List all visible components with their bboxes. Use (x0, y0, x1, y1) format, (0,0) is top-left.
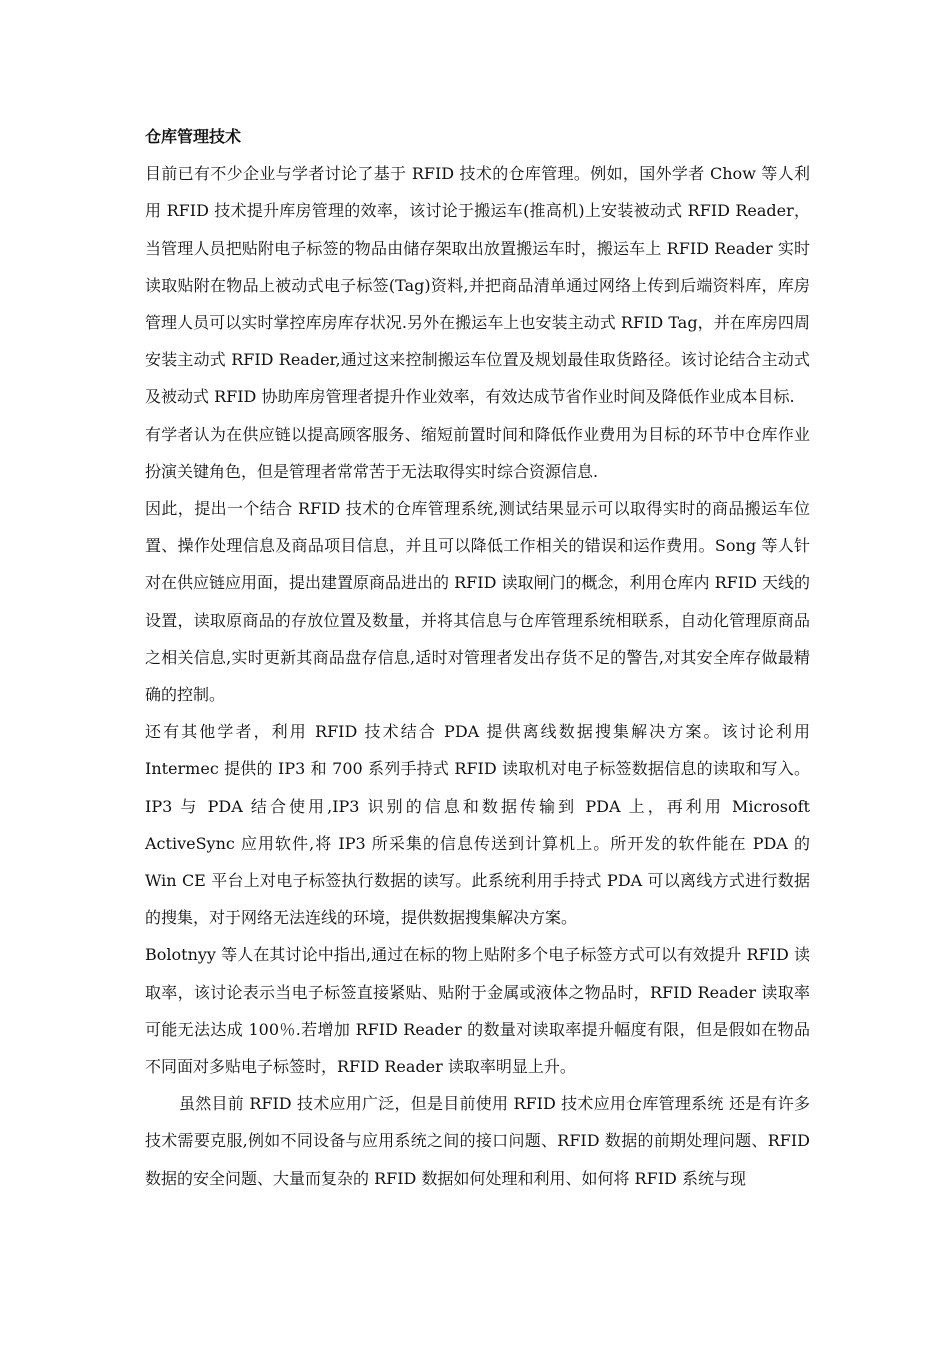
paragraph: 因此，提出一个结合 RFID 技术的仓库管理系统,测试结果显示可以取得实时的商品搬运车位置、操作处理信息及商品项目信息，并且可以降低工作相关的错误和运作费用。Song 等人针对在供应链应用面，提出建置原商品进出的 RFID 读取闸门的概念，利用仓库内 RFID 天线的设置，读取原商品的存放位置及数量，并将其信息与仓库管理系统相联系，自动化管理原商品之相关信息,实时更新其商品盘存信息,适时对管理者发出存货不足的警告,对其安全库存做最精确的控制。 (145, 499, 810, 705)
paragraph: 还有其他学者，利用 RFID 技术结合 PDA 提供离线数据搜集解决方案。该讨论利用 Intermec 提供的 IP3 和 700 系列手持式 RFID 读取机对电子标签数据信息的读取和写入。IP3 与 PDA 结合使用,IP3 识别的信息和数据传输到 PDA 上，再利用 Microsoft ActiveSync 应用软件,将 IP3 所采集的信息传送到计算机上。所开发的软件能在 PDA 的 Win CE 平台上对电子标签执行数据的读写。此系统利用手持式 PDA 可以离线方式进行数据的搜集，对于网络无法连线的环境，提供数据搜集解决方案。 (145, 722, 810, 928)
document-body (145, 118, 810, 1197)
paragraph: 有学者认为在供应链以提高顾客服务、缩短前置时间和降低作业费用为目标的环节中仓库作业扮演关键角色，但是管理者常常苦于无法取得实时综合资源信息. (145, 424, 810, 481)
paragraph: 虽然目前 RFID 技术应用广泛，但是目前使用 RFID 技术应用仓库管理系统 还是有许多技术需要克服,例如不同设备与应用系统之间的接口问题、RFID 数据的前期处理问题、RFID 数据的安全问题、大量而复杂的 RFID 数据如何处理和利用、如何将 RFID 系统与现 (145, 1094, 810, 1188)
paragraph: Bolotnyy 等人在其讨论中指出,通过在标的物上贴附多个电子标签方式可以有效提升 RFID 读取率，该讨论表示当电子标签直接紧贴、贴附于金属或液体之物品时，RFID Reader 读取率可能无法达成 100％.若增加 RFID Reader 的数量对读取率提升幅度有限，但是假如在物品不同面对多贴电子标签时，RFID Reader 读取率明显上升。 (145, 945, 810, 1077)
paragraph: 目前已有不少企业与学者讨论了基于 RFID 技术的仓库管理。例如，国外学者 Chow 等人利用 RFID 技术提升库房管理的效率，该讨论于搬运车(推高机)上安装被动式 RFID Reader，当管理人员把贴附电子标签的物品由储存架取出放置搬运车时，搬运车上 RFID Reader 实时读取贴附在物品上被动式电子标签(Tag)资料,并把商品清单通过网络上传到后端资料库，库房管理人员可以实时掌控库房库存状况.另外在搬运车上也安装主动式 RFID Tag，并在库房四周安装主动式 RFID Reader,通过这来控制搬运车位置及规划最佳取货路径。该讨论结合主动式及被动式 RFID 协助库房管理者提升作业效率，有效达成节省作业时间及降低作业成本目标. (145, 164, 810, 407)
section-heading: 仓库管理技术 (145, 127, 242, 146)
